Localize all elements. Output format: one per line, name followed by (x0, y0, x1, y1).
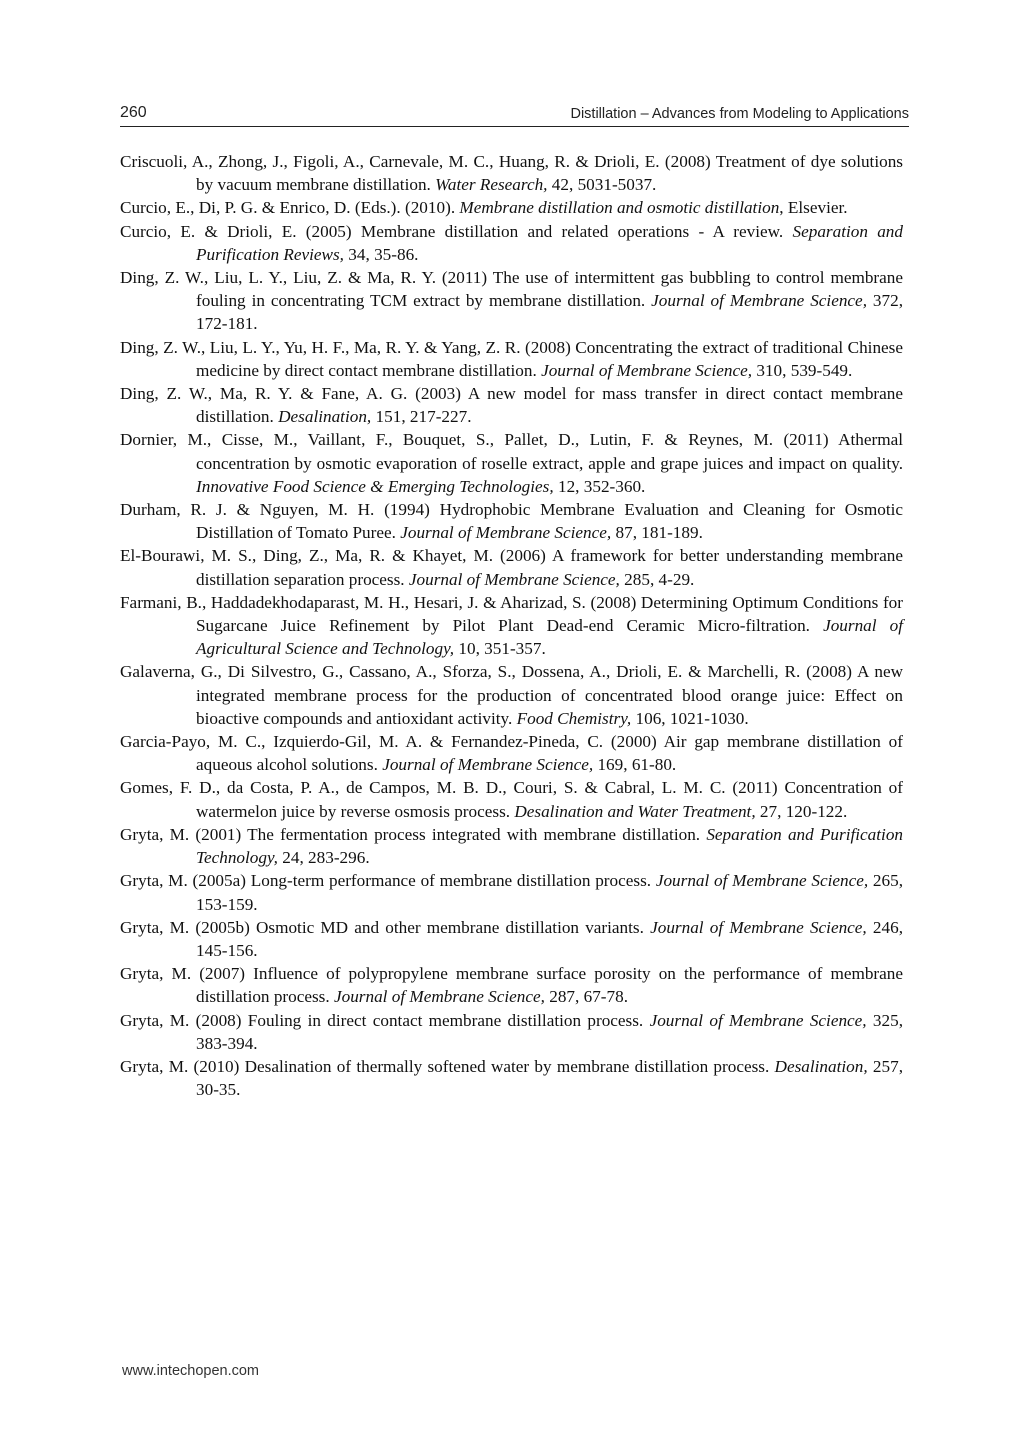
reference-source: Journal of Membrane Science, (650, 917, 867, 937)
running-header (120, 104, 909, 127)
reference-entry (120, 428, 903, 498)
reference-volume-pages: 246, 145-156. (196, 917, 903, 960)
footer-url: www.intechopen.com (122, 1363, 260, 1379)
reference-volume-pages: 12, 352-360. (553, 476, 646, 496)
reference-source: Journal of Membrane Science, (541, 360, 753, 380)
reference-source: Separation and Purification Reviews, (196, 221, 903, 264)
reference-volume-pages: 325, 383-394. (196, 1010, 904, 1053)
reference-volume-pages: 42, 5031-5037. (547, 175, 657, 195)
reference-entry (120, 776, 903, 822)
reference-entry (120, 196, 903, 219)
reference-entry (120, 962, 903, 1008)
reference-source: Journal of Membrane Science, (382, 755, 594, 775)
reference-volume-pages: 287, 67-78. (544, 987, 629, 1007)
reference-entry (120, 730, 903, 776)
reference-entry (120, 591, 903, 661)
reference-volume-pages: 24, 283-296. (277, 848, 370, 868)
reference-text: Gryta, M. (2001) The fermentation process integrated with membrane distillation. (120, 824, 707, 844)
reference-volume-pages: , Elsevier. (779, 198, 848, 218)
reference-text: Ding, Z. W., Liu, L. Y., Yu, H. F., Ma, R. Y. & Yang, Z. R. (2008) Concentrating the extract of traditional Chinese medicine by direct contact membrane distillation. (120, 337, 903, 380)
reference-text: Farmani, B., Haddadekhodaparast, M. H., Hesari, J. & Aharizad, S. (2008) Determining Optimum Conditions for Sugarcane Juice Refinement by Pilot Plant Dead-end Ceramic Micro-filtration. (120, 592, 903, 636)
reference-source: Journal of Membrane Science, (408, 569, 620, 589)
reference-text: Gryta, M. (2005b) Osmotic MD and other membrane distillation variants. (120, 917, 651, 937)
reference-entry (120, 869, 903, 915)
reference-entry (120, 823, 903, 869)
reference-text: Gryta, M. (2010) Desalination of thermally softened water by membrane distillation process. (120, 1056, 775, 1076)
reference-source: Food Chemistry, (516, 708, 632, 728)
reference-source: Innovative Food Science & Emerging Technologies, (196, 476, 554, 496)
reference-source: Water Research, (435, 175, 548, 195)
reference-source: Journal of Membrane Science, (333, 987, 545, 1007)
reference-volume-pages: 372, 172-181. (196, 291, 903, 334)
reference-source: Desalination and Water Treatment, (514, 801, 756, 821)
reference-source: Journal of Agricultural Science and Technology, (196, 616, 903, 659)
reference-text: Durham, R. J. & Nguyen, M. H. (1994) Hydrophobic Membrane Evaluation and Cleaning for Osmotic Distillation of Tomato Puree. (120, 500, 903, 543)
reference-entry (120, 336, 903, 382)
reference-entry (120, 1009, 903, 1055)
reference-entry (120, 544, 903, 590)
reference-volume-pages: 10, 351-357. (454, 639, 546, 659)
reference-volume-pages: 257, 30-35. (196, 1056, 903, 1100)
reference-entry (120, 660, 903, 730)
reference-volume-pages: 34, 35-86. (343, 244, 419, 264)
page-number: 260 (120, 104, 147, 121)
reference-text: Galaverna, G., Di Silvestro, G., Cassano, A., Sforza, S., Dossena, A., Drioli, E. & Marchelli, R. (2008) A new integrated membrane process for the production of concentrated blood orange juice: Effect on bioactive compounds and antioxidant activity. (120, 662, 903, 728)
reference-list (120, 150, 903, 1101)
book-title: Distillation – Advances from Modeling to Applications (570, 106, 909, 122)
reference-text: Dornier, M., Cisse, M., Vaillant, F., Bouquet, S., Pallet, D., Lutin, F. & Reynes, M. (2011) Athermal concentration by osmotic evaporation of roselle extract, apple and grape juices and impact on quality. (120, 430, 903, 473)
reference-text: El-Bourawi, M. S., Ding, Z., Ma, R. & Khayet, M. (2006) A framework for better understanding membrane distillation separation process. (120, 546, 903, 589)
reference-source: Membrane distillation and osmotic distillation (459, 198, 780, 218)
reference-entry (120, 382, 903, 428)
reference-entry (120, 1055, 903, 1101)
reference-entry (120, 916, 903, 962)
reference-volume-pages: 87, 181-189. (611, 523, 703, 543)
reference-volume-pages: 106, 1021-1030. (631, 708, 749, 728)
reference-entry (120, 498, 903, 544)
reference-volume-pages: 151, 217-227. (371, 407, 472, 427)
reference-source: Desalination, (278, 407, 372, 427)
reference-text: Ding, Z. W., Ma, R. Y. & Fane, A. G. (2003) A new model for mass transfer in direct contact membrane distillation. (120, 384, 903, 427)
reference-source: Journal of Membrane Science, (655, 871, 869, 891)
reference-source: Journal of Membrane Science, (649, 1010, 867, 1030)
reference-volume-pages: 310, 539-549. (752, 360, 853, 380)
reference-volume-pages: 265, 153-159. (196, 871, 903, 914)
reference-text: Gryta, M. (2005a) Long-term performance of membrane distillation process. (120, 871, 656, 891)
reference-entry (120, 220, 903, 266)
reference-entry (120, 150, 903, 196)
reference-volume-pages: 27, 120-122. (755, 801, 848, 821)
reference-source: Journal of Membrane Science, (400, 523, 612, 543)
reference-entry (120, 266, 903, 336)
reference-text: Gryta, M. (2007) Influence of polypropylene membrane surface porosity on the performance of membrane distillation process. (120, 964, 903, 1007)
reference-text: Garcia-Payo, M. C., Izquierdo-Gil, M. A. & Fernandez-Pineda, C. (2000) Air gap membrane distillation of aqueous alcohol solutions. (120, 732, 903, 775)
reference-source: Separation and Purification Technology, (196, 824, 904, 868)
reference-text: Criscuoli, A., Zhong, J., Figoli, A., Carnevale, M. C., Huang, R. & Drioli, E. (2008) Treatment of dye solutions by vacuum membrane distillation. (120, 152, 903, 195)
reference-text: Curcio, E., Di, P. G. & Enrico, D. (Eds.). (2010). (120, 198, 460, 218)
reference-volume-pages: 285, 4-29. (619, 569, 695, 589)
reference-text: Ding, Z. W., Liu, L. Y., Liu, Z. & Ma, R. Y. (2011) The use of intermittent gas bubbling to control membrane fouling in concentrating TCM extract by membrane distillation. (120, 268, 903, 311)
reference-text: Gryta, M. (2008) Fouling in direct contact membrane distillation process. (120, 1010, 650, 1030)
reference-text: Curcio, E. & Drioli, E. (2005) Membrane distillation and related operations - A review. (120, 221, 793, 241)
reference-source: Journal of Membrane Science, (651, 291, 867, 311)
reference-text: Gomes, F. D., da Costa, P. A., de Campos, M. B. D., Couri, S. & Cabral, L. M. C. (2011) Concentration of watermelon juice by reverse osmosis process. (120, 778, 903, 821)
reference-volume-pages: 169, 61-80. (593, 755, 677, 775)
reference-source: Desalination, (774, 1056, 868, 1076)
